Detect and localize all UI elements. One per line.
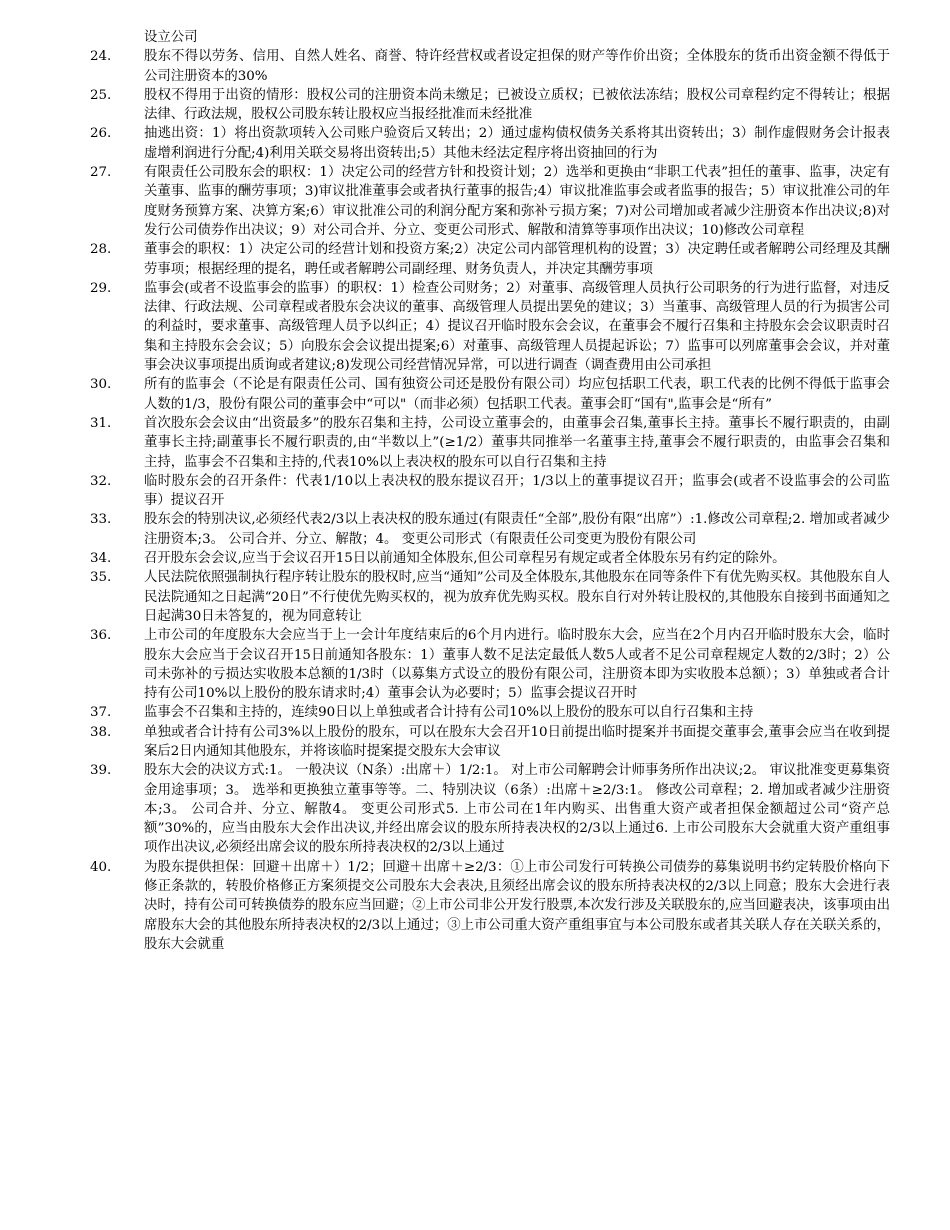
item-text: 首次股东会会议由“出资最多”的股东召集和主持，公司设立董事会的，由董事会召集,董事长主持。董事长不履行职责的，由副董事长主持;副董事长不履行职责的,由“半数以上”(≥1/2）董事共同推举一名董事主持,董事会不履行职责的，由监事会召集和主持，监事会不召集和主持的,代表10%以上表决权的股东可以自行召集和主持 [144, 415, 890, 470]
item-number: 32. [90, 473, 112, 489]
item-number: 36. [90, 628, 112, 644]
item-number: 33. [90, 512, 112, 528]
list-item [0, 761, 890, 857]
item-text: 有限责任公司股东会的职权：1）决定公司的经营方针和投资计划；2）选举和更换由“非职工代表”担任的董事、监事，决定有关董事、监事的酬劳事项；3)审议批准董事会或者执行董事的报告;4）审议批准监事会或者监事的报告；5）审议批准公司的年度财务预算方案、决算方案;6）审议批准公司的利润分配方案和弥补亏损方案；7)对公司增加或者减少注册资本作出决议;8)对发行公司债券作出决议；9）对公司合并、分立、变更公司形式、解散和清算等事项作出决议；10)修改公司章程 [144, 165, 890, 238]
item-text: 董事会的职权：1）决定公司的经营计划和投资方案;2）决定公司内部管理机构的设置；3）决定聘任或者解聘公司经理及其酬劳事项；根据经理的提名，聘任或者解聘公司副经理、财务负责人，并决定其酬劳事项 [144, 242, 890, 277]
list-item [0, 472, 890, 511]
document-page [0, 28, 950, 954]
item-text: 股东大会的决议方式:1。 一般决议（N条）:出席＋）1/2:1。 对上市公司解聘会计师事务所作出决议;2。 审议批准变更募集资金用途事项；3。 选举和更换独立董事等等。二、特别决议（6条）:出席＋≥2/3:1。 修改公司章程；2. 增加或者减少注册资本;3。 公司合并、分立、解散4。 变更公司形式5. 上市公司在1年内购买、出售重大资产或者担保金额超过公司“资产总额”30%的，应当由股东大会作出决议,并经出席会议的股东所持表决权的2/3以上通过6. 上市公司股东大会就重大资产重组事项作出决议,必须经出席会议的股东所持表决权的2/3以上通过 [144, 763, 890, 856]
continuation-text: 设立公司 [144, 30, 198, 45]
item-text: 股东不得以劳务、信用、自然人姓名、商誉、特许经营权或者设定担保的财产等作价出资；全体股东的货币出资金额不得低于公司注册资本的30% [144, 49, 890, 84]
list-item [0, 375, 890, 414]
item-number: 34. [90, 551, 112, 567]
list-item [0, 703, 890, 722]
item-text: 监事会(或者不设监事会的监事）的职权：1）检查公司财务；2）对董事、高级管理人员执行公司职务的行为进行监督，对违反法律、行政法规、公司章程或者股东会决议的董事、高级管理人员提出罢免的建议；3）当董事、高级管理人员的行为损害公司的利益时，要求董事、高级管理人员予以纠正；4）提议召开临时股东会会议，在董事会不履行召集和主持股东会会议职责时召集和主持股东会会议；5）向股东会会议提出提案;6）对董事、高级管理人员提起诉讼；7）监事可以列席董事会会议，并对董事会决议事项提出质询或者建议;8)发现公司经营情况异常，可以进行调查（调查费用由公司承担 [144, 280, 890, 374]
item-number: 25. [90, 87, 112, 103]
item-text: 临时股东会的召开条件：代表1/10以上表决权的股东提议召开；1/3以上的董事提议召开；监事会(或者不设监事会的公司监事）提议召开 [144, 473, 890, 509]
list-item [0, 626, 890, 703]
item-number: 40. [90, 859, 112, 875]
item-number: 27. [90, 165, 112, 181]
item-number: 35. [90, 570, 112, 586]
list-item [0, 240, 890, 279]
list-item [0, 124, 890, 163]
item-number: 39. [90, 763, 112, 779]
item-number: 30. [90, 377, 112, 393]
item-text: 所有的监事会（不论是有限责任公司、国有独资公司还是股份有限公司）均应包括职工代表，职工代表的比例不得低于监事会人数的1/3，股份有限公司的董事会中“可以"（而非必须）包括职工代表。董事会盯“国有",监事会是“所有” [144, 377, 890, 412]
list-item [0, 568, 890, 626]
item-text: 召开股东会会议,应当于会议召开15日以前通知全体股东,但公司章程另有规定或者全体股东另有约定的除外。 [144, 551, 786, 567]
list-item [0, 549, 890, 568]
item-number: 26. [90, 126, 112, 142]
list-item [0, 279, 890, 375]
numbered-list [0, 47, 950, 954]
item-text: 监事会不召集和主持的，连续90日以上单独或者合计持有公司10%以上股份的股东可以自行召集和主持 [144, 705, 754, 721]
item-text: 股权不得用于出资的情形：股权公司的注册资本尚未缴足；已被设立质权；已被依法冻结；股权公司章程约定不得转让；根据法律、行政法规，股权公司股东转让股权应当报经批准而未经批准 [144, 87, 890, 123]
item-text: 上市公司的年度股东大会应当于上一会计年度结束后的6个月内进行。临时股东大会，应当在2个月内召开临时股东大会，临时股东大会应当于会议召开15日前通知各股东：1）董事人数不足法定最低人数5人或者不足公司章程规定人数的2/3时；2）公司未弥补的亏损达实收股本总额的1/3时（以募集方式设立的股份有限公司，注册资本即为实收股本总额）；3）单独或者合计持有公司10%以上股份的股东请求时;4）董事会认为必要时；5）监事会提议召开时 [144, 628, 890, 702]
item-number: 28. [90, 242, 112, 258]
item-number: 37. [90, 705, 112, 721]
list-item [0, 47, 890, 86]
item-text: 人民法院依照强制执行程序转让股东的股权时,应当“通知”公司及全体股东,其他股东在同等条件下有优先购买权。其他股东自人民法院通知之日起满“20日”不行使优先购买权的，视为放弃优先购买权。股东自行对外转让股权的,其他股东自接到书面通知之日起满30日未答复的，视为同意转让 [144, 570, 890, 624]
item-text: 抽逃出资：1）将出资款项转入公司账户验资后又转出；2）通过虚构债权债务关系将其出资转出；3）制作虚假财务会计报表虚增利润进行分配;4)利用关联交易将出资转出;5）其他未经法定程序将出资抽回的行为 [144, 126, 890, 161]
item-text: 为股东提供担保：回避＋出席＋）1/2；回避＋出席＋≥2/3：①上市公司发行可转换公司债券的募集说明书约定转股价格向下修正条款的，转股价格修正方案须提交公司股东大会表决,且须经出席会议的股东所持表决权的2/3以上同意；股东大会进行表决时，持有公司可转换债券的股东应当回避；②上市公司非公开发行股票,本次发行涉及关联股东的,应当回避表决，该事项由出席股东大会的其他股东所持表决权的2/3以上通过；③上市公司重大资产重组事宜与本公司股东或者其关联人存在关联关系的，股东大会就重 [144, 859, 890, 952]
item-text: 股东会的特别决议,必须经代表2/3以上表决权的股东通过(有限责任“全部”,股份有限“出席”）:1.修改公司章程;2. 增加或者减少注册资本;3。 公司合并、分立、解散；4。 变更公司形式（有限责任公司变更为股份有限公司 [144, 512, 890, 547]
list-item [0, 858, 890, 954]
item-text: 单独或者合计持有公司3%以上股份的股东，可以在股东大会召开10日前提出临时提案并书面提交董事会,董事会应当在收到提案后2日内通知其他股东，并将该临时提案提交股东大会审议 [144, 724, 890, 759]
item-number: 29. [90, 280, 112, 296]
list-item [0, 723, 890, 762]
list-item [0, 414, 890, 472]
item-number: 38. [90, 724, 112, 740]
item-number: 24. [90, 49, 112, 65]
list-item [0, 163, 890, 240]
item-number: 31. [90, 415, 112, 431]
list-item [0, 510, 890, 549]
list-item [0, 86, 890, 125]
